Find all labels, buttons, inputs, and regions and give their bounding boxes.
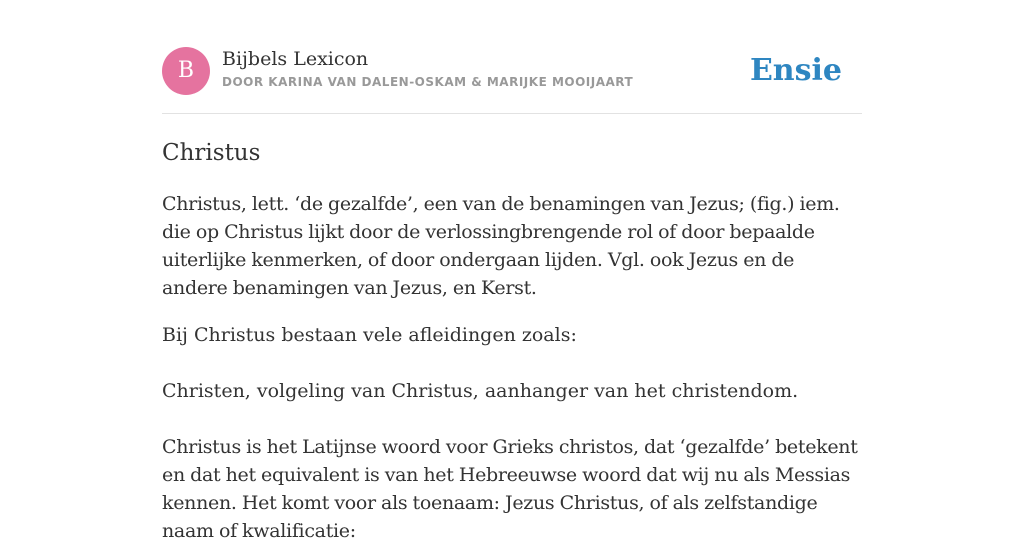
article-paragraph-christen: Christen, volgeling van Christus, aanhanger van het christendom. — [162, 380, 799, 402]
article-title: Christus — [162, 140, 261, 166]
lexicon-title-link[interactable]: Bijbels Lexicon — [222, 48, 369, 70]
article-paragraph-definition: Christus, lett. ‘de gezalfde’, een van de benamingen van Jezus; (fig.) iem. die op Christus lijkt door de verlossingbrengende rol of door bepaalde uiterlijke kenmerken, of door ondergaan lijden. Vgl. ook Jezus en de andere benamingen van Jezus, en Kerst. — [162, 193, 840, 299]
header-divider — [162, 113, 862, 114]
article-paragraph-etymology: Christus is het Latijnse woord voor Grieks christos, dat ‘gezalfde’ betekent en dat het equivalent is van het Hebreeuwse woord dat wij nu als Messias kennen. Het komt voor als toenaam: Jezus Christus, of als zelfstandige naam of kwalificatie: — [162, 436, 858, 542]
ensie-logo-link[interactable]: Ensie — [749, 53, 842, 88]
article-body — [162, 190, 862, 545]
header — [162, 47, 862, 113]
article-paragraph-derivations-intro: Bij Christus bestaan vele afleidingen zoals: — [162, 324, 577, 346]
lexicon-avatar[interactable]: B — [162, 47, 210, 95]
lexicon-authors: DOOR KARINA VAN DALEN-OSKAM & MARIJKE MOOIJAART — [222, 75, 634, 89]
